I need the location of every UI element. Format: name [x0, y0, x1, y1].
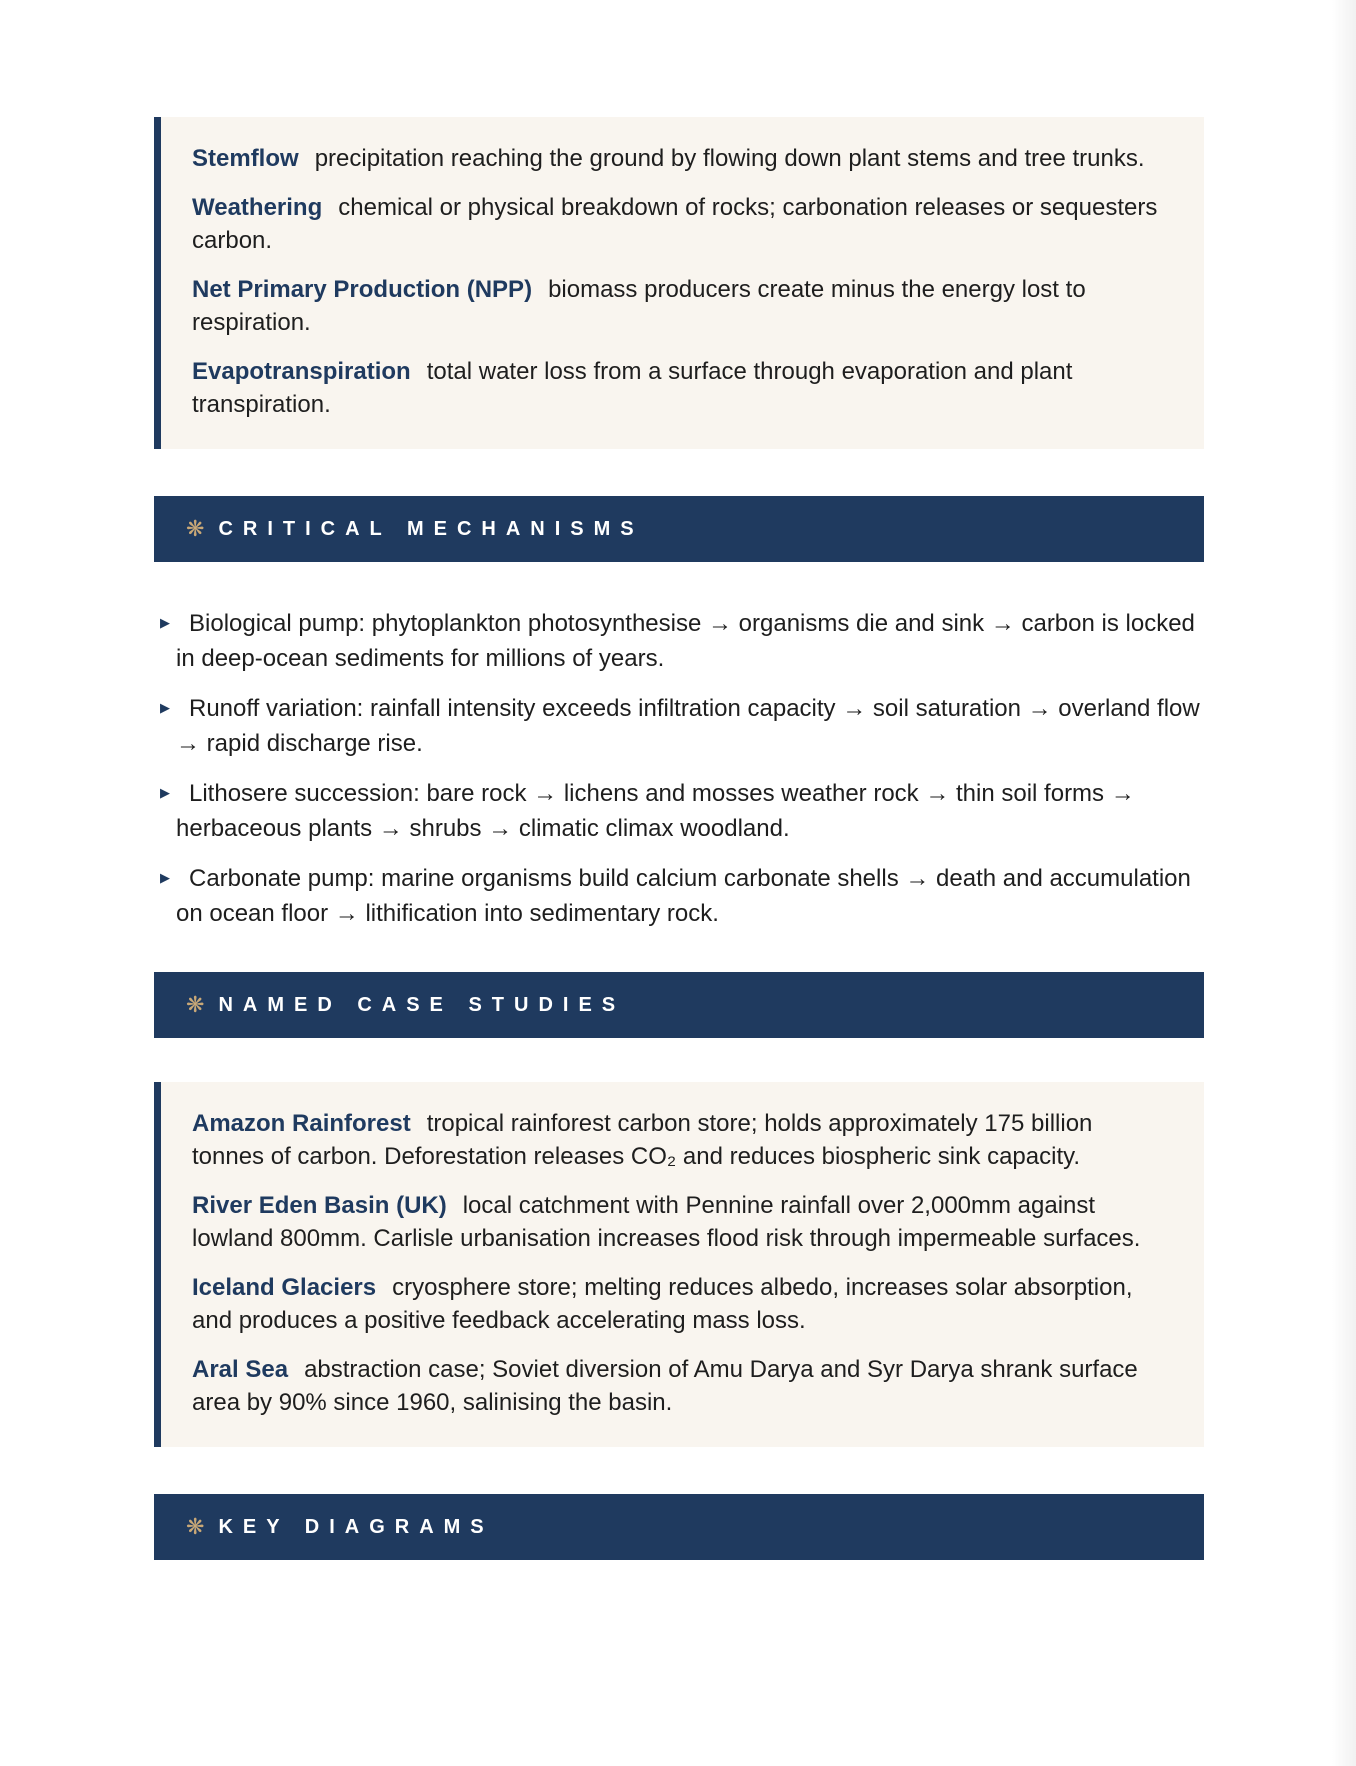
case-study-term: River Eden Basin (UK) [192, 1192, 447, 1219]
spacer [154, 562, 1204, 606]
case-study-item [192, 1189, 1164, 1255]
definition-text: total water loss from a surface through evaporation and plant transpiration. [192, 358, 1073, 418]
case-studies-box [154, 1082, 1204, 1447]
list-item [154, 691, 1204, 761]
definition-text: chemical or physical breakdown of rocks; carbonation releases or sequesters carbon. [192, 194, 1158, 254]
section-title: NAMED CASE STUDIES [218, 993, 626, 1016]
case-study-text: cryosphere store; melting reduces albedo, increases solar absorption, and produces a positive feedback accelerating mass loss. [192, 1274, 1133, 1334]
case-study-term: Aral Sea [192, 1356, 289, 1383]
section-title: KEY DIAGRAMS [218, 1515, 494, 1538]
page-content [154, 117, 1204, 1560]
spacer [154, 449, 1204, 496]
definition-item [192, 273, 1164, 339]
asterisk-icon: ❋ [186, 1514, 205, 1540]
definition-term: Stemflow [192, 145, 299, 172]
page-edge-shade [1332, 0, 1356, 1766]
case-study-term: Amazon Rainforest [192, 1110, 411, 1137]
mechanisms-list [154, 606, 1204, 931]
asterisk-icon: ❋ [186, 516, 205, 542]
section-header-mechanisms [154, 496, 1204, 562]
definition-term: Evapotranspiration [192, 358, 411, 385]
list-item [154, 861, 1204, 931]
case-study-item [192, 1353, 1164, 1419]
triangle-bullet-icon: ▶ [160, 786, 170, 801]
definition-text: precipitation reaching the ground by flowing down plant stems and tree trunks. [314, 145, 1145, 172]
mechanism-text: Carbonate pump: marine organisms build calcium carbonate shells → death and accumulation on ocean floor → lithification into sedimentary rock. [176, 865, 1191, 927]
triangle-bullet-icon: ▶ [160, 871, 170, 886]
triangle-bullet-icon: ▶ [160, 616, 170, 631]
case-study-text: tropical rainforest carbon store; holds approximately 175 billion tonnes of carbon. Deforestation releases CO₂ and reduces biospheric sink capacity. [192, 1110, 1093, 1170]
mechanism-text: Biological pump: phytoplankton photosynthesise → organisms die and sink → carbon is locked in deep-ocean sediments for millions of years. [176, 610, 1195, 672]
definition-item [192, 142, 1164, 175]
case-study-item [192, 1107, 1164, 1173]
spacer [154, 1038, 1204, 1082]
definition-item [192, 355, 1164, 421]
definition-item [192, 191, 1164, 257]
section-title: CRITICAL MECHANISMS [218, 517, 644, 540]
mechanism-text: Lithosere succession: bare rock → lichens and mosses weather rock → thin soil forms → herbaceous plants → shrubs → climatic climax woodland. [176, 780, 1135, 842]
case-study-term: Iceland Glaciers [192, 1274, 377, 1301]
definitions-box [154, 117, 1204, 449]
case-study-item [192, 1271, 1164, 1337]
spacer [154, 931, 1204, 972]
list-item [154, 776, 1204, 846]
definition-term: Weathering [192, 194, 323, 221]
section-header-diagrams [154, 1494, 1204, 1560]
triangle-bullet-icon: ▶ [160, 701, 170, 716]
list-item [154, 606, 1204, 676]
section-header-case-studies [154, 972, 1204, 1038]
spacer [154, 1447, 1204, 1494]
asterisk-icon: ❋ [186, 992, 205, 1018]
mechanism-text: Runoff variation: rainfall intensity exceeds infiltration capacity → soil saturation → overland flow → rapid discharge rise. [176, 695, 1200, 757]
definition-term: Net Primary Production (NPP) [192, 276, 533, 303]
case-study-text: abstraction case; Soviet diversion of Amu Darya and Syr Darya shrank surface area by 90% since 1960, salinising the basin. [192, 1356, 1138, 1416]
case-study-text: local catchment with Pennine rainfall over 2,000mm against lowland 800mm. Carlisle urbanisation increases flood risk through impermeable surfaces. [192, 1192, 1141, 1252]
definition-text: biomass producers create minus the energy lost to respiration. [192, 276, 1086, 336]
